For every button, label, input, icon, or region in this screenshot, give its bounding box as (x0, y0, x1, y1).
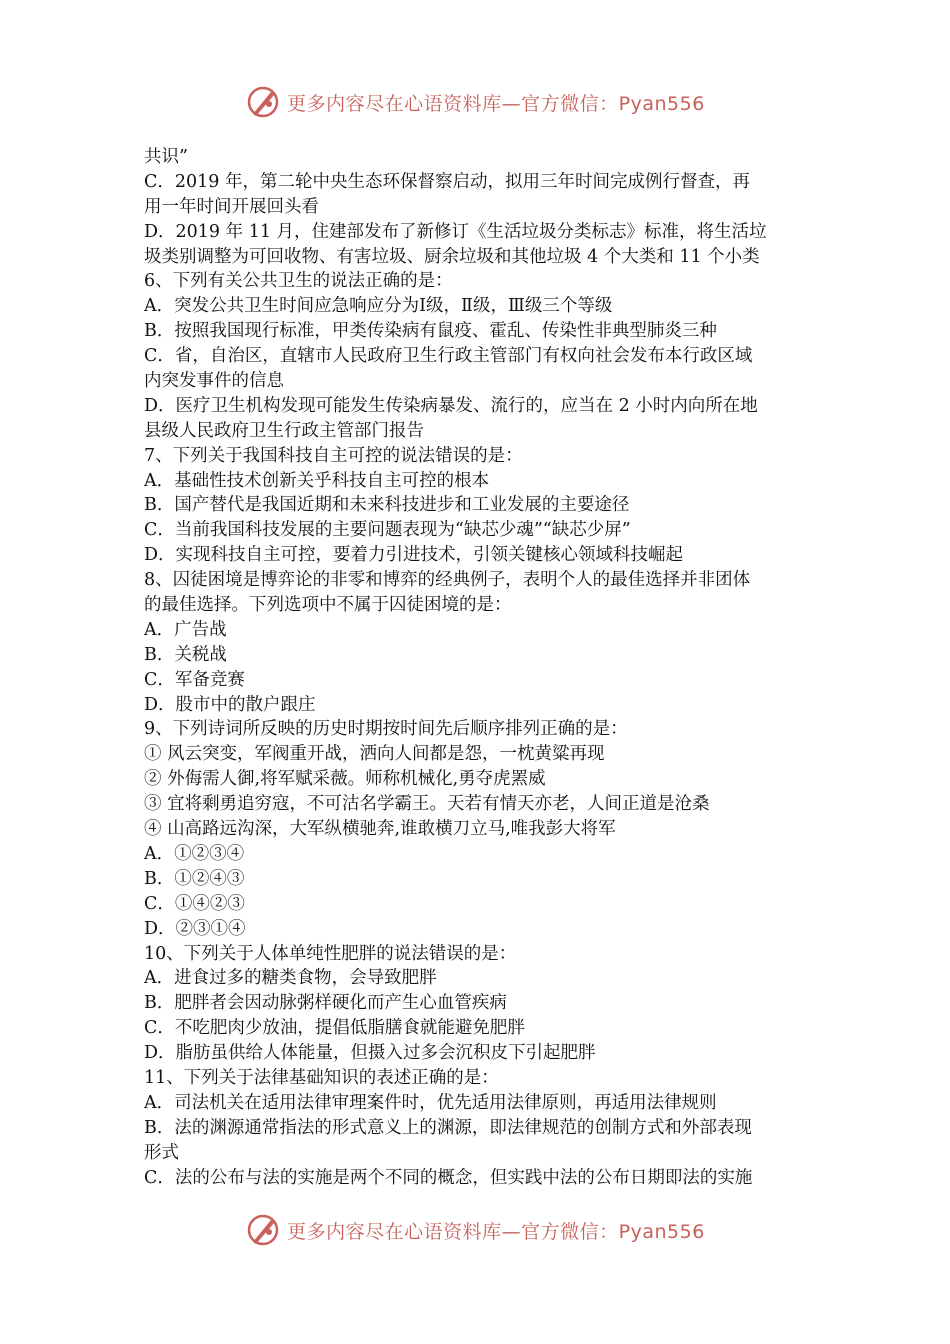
question-8: 8、囚徒困境是博弈论的非零和博弈的经典例子，表明个人的最佳选择并非团体 (144, 570, 751, 591)
text-line: B．关税战 (144, 644, 227, 665)
text-line: 形式 (144, 1142, 179, 1163)
text-line: A．广告战 (144, 619, 227, 640)
pen-logo-icon (245, 1212, 281, 1248)
text-line: C．法的公布与法的实施是两个不同的概念，但实践中法的公布日期即法的实施 (144, 1167, 753, 1188)
text-line: 共识” (144, 147, 188, 167)
text-line: B．①②④③ (144, 868, 245, 889)
text-line: ② 外侮需人御,将军赋采薇。师称机械化,勇夺虎罴威 (144, 769, 546, 790)
watermark-text: 更多内容尽在心语资料库—官方微信：Pyan556 (287, 1220, 705, 1243)
text-line: C．当前我国科技发展的主要问题表现为“缺芯少魂”“缺芯少屏” (144, 520, 631, 541)
text-line: D．股市中的散户跟庄 (144, 694, 316, 715)
watermark-text: 更多内容尽在心语资料库—官方微信：Pyan556 (287, 92, 705, 115)
text-line: A．①②③④ (144, 843, 245, 864)
question-6: 6、下列有关公共卫生的说法正确的是： (144, 271, 453, 292)
text-line: 县级人民政府卫生行政主管部门报告 (144, 420, 424, 441)
text-line: ④ 山高路远沟深，大军纵横驰奔,谁敢横刀立马,唯我彭大将军 (144, 819, 616, 840)
text-line: D．脂肪虽供给人体能量，但摄入过多会沉积皮下引起肥胖 (144, 1043, 596, 1064)
text-line: D．②③①④ (144, 918, 246, 939)
text-line: C．不吃肥肉少放油，提倡低脂膳食就能避免肥胖 (144, 1018, 525, 1039)
watermark-banner-top (0, 80, 950, 124)
text-line: 用一年时间开展回头看 (144, 196, 319, 217)
text-line: 的最佳选择。下列选项中不属于囚徒困境的是： (144, 595, 512, 616)
text-line: B．国产替代是我国近期和未来科技进步和工业发展的主要途径 (144, 495, 630, 516)
text-line: D．医疗卫生机构发现可能发生传染病暴发、流行的，应当在 2 小时内向所在地 (144, 395, 758, 416)
question-10: 10、下列关于人体单纯性肥胖的说法错误的是： (144, 943, 517, 964)
text-line: A．进食过多的糖类食物，会导致肥胖 (144, 968, 437, 989)
text-line: D．实现科技自主可控，要着力引进技术，引领关键核心领域科技崛起 (144, 545, 684, 566)
text-line: 圾类别调整为可回收物、有害垃圾、厨余垃圾和其他垃圾 4 个大类和 11 个小类 (144, 246, 760, 267)
text-line: D．2019 年 11 月，住建部发布了新修订《生活垃圾分类标志》标准，将生活垃 (144, 221, 767, 242)
text-line: B．法的渊源通常指法的形式意义上的渊源，即法律规范的创制方式和外部表现 (144, 1117, 752, 1138)
text-line: C．省，自治区，直辖市人民政府卫生行政主管部门有权向社会发布本行政区域 (144, 346, 753, 367)
text-line: ③ 宜将剩勇追穷寇，不可沽名学霸王。天若有情天亦老，人间正道是沧桑 (144, 794, 710, 815)
text-line: B．肥胖者会因动脉粥样硬化而产生心血管疾病 (144, 993, 507, 1014)
text-line: A．突发公共卫生时间应急响应分为Ⅰ级，Ⅱ级，Ⅲ级三个等级 (144, 296, 613, 317)
text-line: C．①④②③ (144, 893, 245, 914)
question-11: 11、下列关于法律基础知识的表述正确的是： (144, 1067, 499, 1088)
text-line: A．基础性技术创新关乎科技自主可控的根本 (144, 470, 490, 491)
text-line: A．司法机关在适用法律审理案件时，优先适用法律原则，再适用法律规则 (144, 1092, 717, 1113)
question-9: 9、下列诗词所反映的历史时期按时间先后顺序排列正确的是： (144, 719, 628, 740)
text-line: 内突发事件的信息 (144, 371, 284, 392)
text-line: C．军备竞赛 (144, 669, 245, 690)
text-line: ① 风云突变，军阀重开战，洒向人间都是怨，一枕黄粱再现 (144, 744, 605, 765)
text-line: B．按照我国现行标准，甲类传染病有鼠疫、霍乱、传染性非典型肺炎三种 (144, 321, 717, 342)
pen-logo-icon (245, 84, 281, 120)
question-7: 7、下列关于我国科技自主可控的说法错误的是： (144, 445, 523, 466)
document-body (144, 145, 814, 1190)
text-line: C．2019 年，第二轮中央生态环保督察启动，拟用三年时间完成例行督查，再 (144, 171, 750, 192)
watermark-banner-bottom (0, 1208, 950, 1252)
